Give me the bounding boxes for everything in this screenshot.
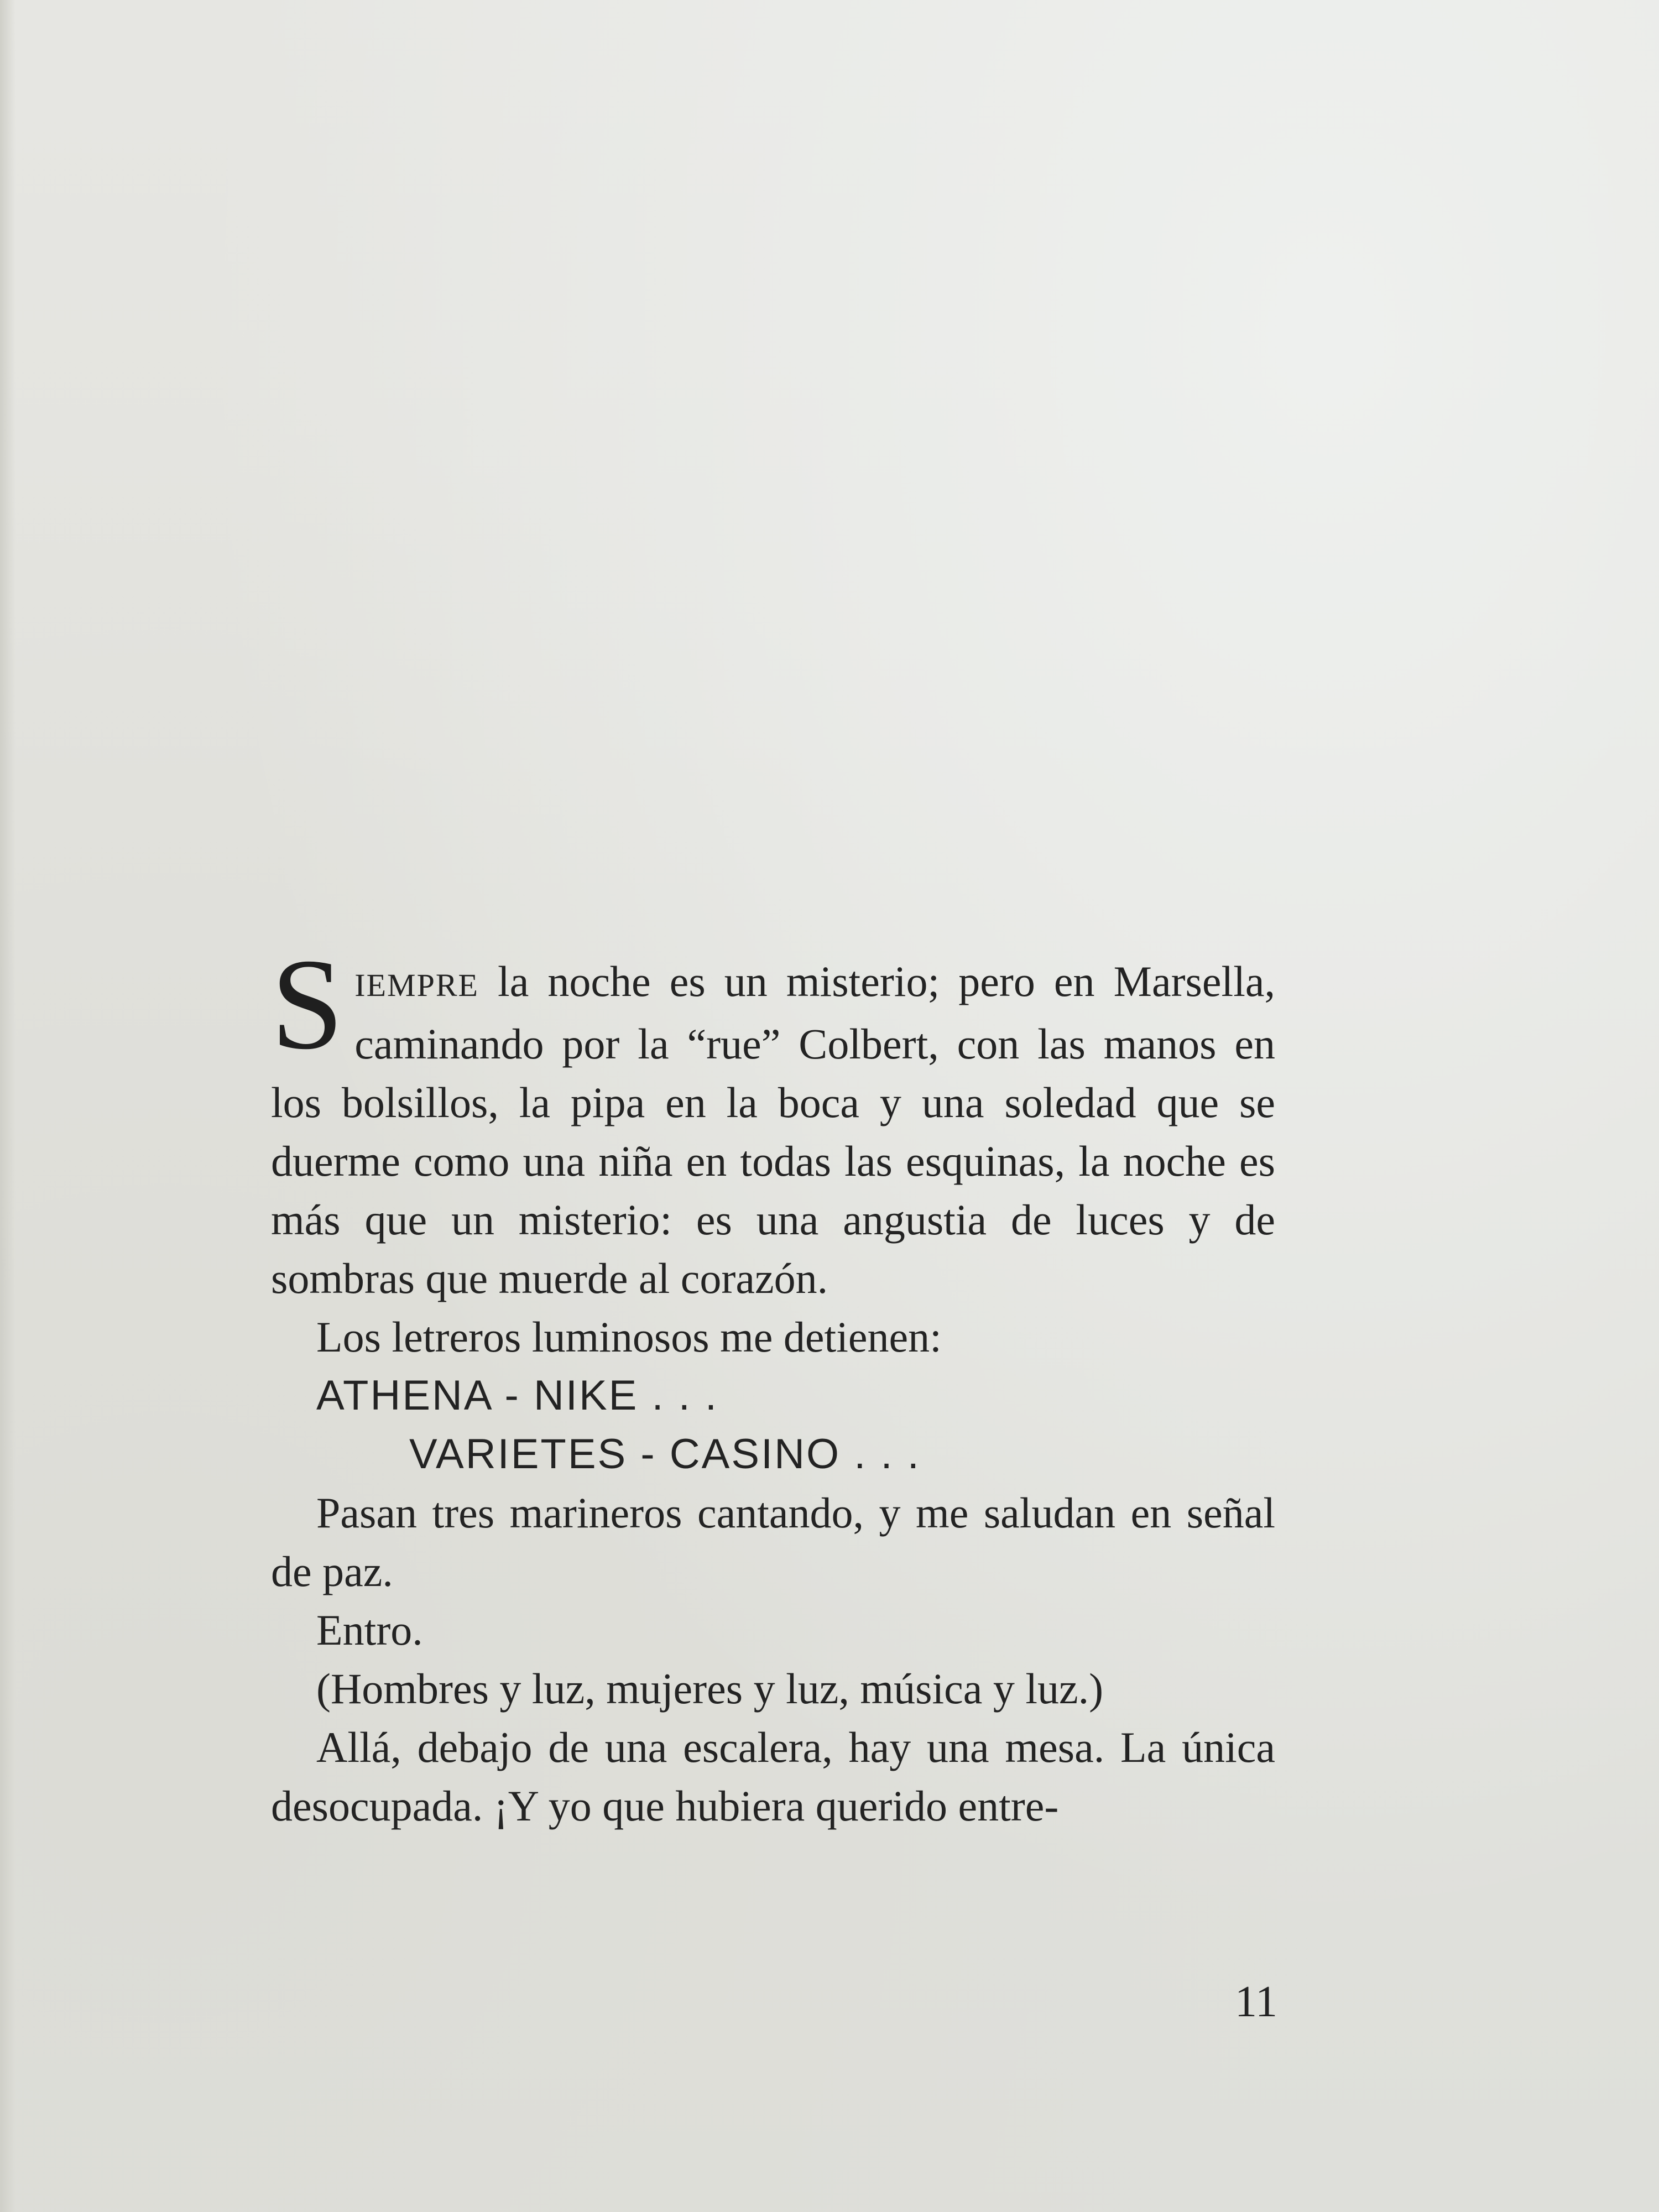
drop-cap: S — [271, 932, 344, 1077]
page-edge-shadow — [0, 0, 15, 2212]
paragraph-signs-intro: Los letreros luminosos me detienen: — [316, 1313, 942, 1361]
sign-varietes-casino: VARIETES - CASINO . . . — [409, 1431, 921, 1478]
page-number: 11 — [1234, 1978, 1277, 2026]
paragraph-opening-text: la noche es un misterio; pero en Marsella, caminando por la “rue” Colbert, con las manos en los bolsillos, la pipa en la boca y una soledad que se duerme como una niña en todas las esquinas, la noche es más que un misterio: es una angustia de luces y de sombras que muerde al corazón. — [271, 957, 1275, 1302]
paragraph-table: Allá, debajo de una escalera, hay una mesa. La única desocupada. ¡Y yo que hubiera querido entre- — [271, 1723, 1275, 1830]
sign-athena-nike: ATHENA - NIKE . . . — [316, 1372, 719, 1419]
paragraph-entro: Entro. — [316, 1606, 423, 1654]
paragraph-sailors: Pasan tres marineros cantando, y me saludan en señal de paz. — [271, 1489, 1275, 1595]
paragraph-opening — [271, 932, 1275, 1308]
paragraph-parenthetical: (Hombres y luz, mujeres y luz, música y luz.) — [316, 1665, 1104, 1713]
body-text — [271, 932, 1275, 1835]
opening-small-caps: IEMPRE — [354, 967, 479, 1003]
